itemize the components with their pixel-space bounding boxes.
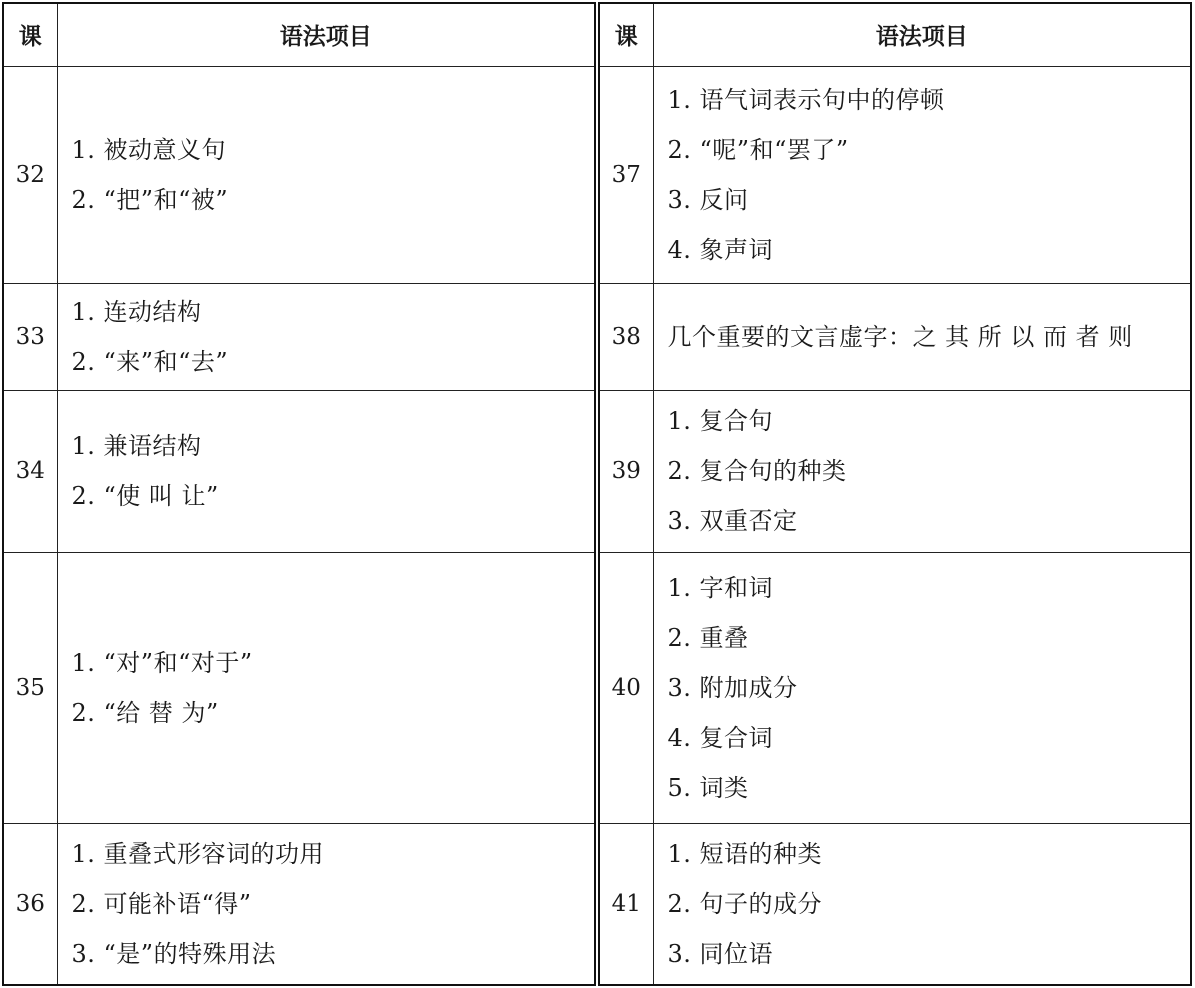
grammar-item: 4. 象声词 xyxy=(667,235,774,264)
grammar-item: 2. 可能补语“得” xyxy=(71,889,252,918)
grammar-item: 2. 重叠 xyxy=(667,623,749,652)
right-table xyxy=(598,2,1192,986)
table-row xyxy=(600,390,1190,552)
lesson-header: 课 xyxy=(4,4,57,66)
header-row xyxy=(4,4,594,66)
grammar-items xyxy=(653,552,1190,823)
grammar-items xyxy=(57,390,594,552)
lesson-number: 35 xyxy=(4,552,57,823)
table-row xyxy=(4,552,594,823)
grammar-item: 2. “把”和“被” xyxy=(71,185,229,214)
grammar-items xyxy=(57,283,594,390)
grammar-header: 语法项目 xyxy=(653,4,1190,66)
grammar-item: 2. “来”和“去” xyxy=(71,347,229,376)
table-row xyxy=(4,66,594,283)
grammar-items xyxy=(653,283,1190,390)
grammar-item: 3. “是”的特殊用法 xyxy=(71,939,277,968)
grammar-item: 几个重要的文言虚字：之 其 所 以 而 者 则 xyxy=(667,322,1133,351)
lesson-number: 37 xyxy=(600,66,653,283)
table-row xyxy=(600,823,1190,984)
header-row xyxy=(600,4,1190,66)
table-row xyxy=(600,552,1190,823)
lesson-number: 40 xyxy=(600,552,653,823)
grammar-item: 1. 被动意义句 xyxy=(71,135,227,164)
grammar-item: 5. 词类 xyxy=(667,773,749,802)
grammar-items xyxy=(653,66,1190,283)
grammar-item: 3. 双重否定 xyxy=(667,507,798,535)
grammar-item: 3. 反问 xyxy=(667,185,749,214)
grammar-item: 1. 语气词表示句中的停顿 xyxy=(667,85,945,114)
left-table xyxy=(2,2,596,986)
lesson-header: 课 xyxy=(600,4,653,66)
grammar-item: 1. 兼语结构 xyxy=(71,432,202,460)
lesson-number: 39 xyxy=(600,390,653,552)
table-row xyxy=(600,283,1190,390)
grammar-items xyxy=(57,823,594,984)
grammar-items xyxy=(57,66,594,283)
table-row xyxy=(4,283,594,390)
lesson-number: 33 xyxy=(4,283,57,390)
grammar-header: 语法项目 xyxy=(57,4,594,66)
grammar-item: 2. “使 叫 让” xyxy=(71,482,219,510)
grammar-items xyxy=(653,390,1190,552)
lesson-number: 34 xyxy=(4,390,57,552)
grammar-item: 3. 附加成分 xyxy=(667,673,798,702)
grammar-item: 1. “对”和“对于” xyxy=(71,648,253,677)
grammar-item: 2. “呢”和“罢了” xyxy=(667,135,849,164)
grammar-item: 1. 重叠式形容词的功用 xyxy=(71,839,325,868)
grammar-item: 2. 复合句的种类 xyxy=(667,457,847,485)
lesson-number: 36 xyxy=(4,823,57,984)
grammar-item: 1. 连动结构 xyxy=(71,297,202,326)
grammar-items xyxy=(57,552,594,823)
table-row xyxy=(4,390,594,552)
grammar-items xyxy=(653,823,1190,984)
grammar-item: 2. 句子的成分 xyxy=(667,889,823,918)
lesson-number: 32 xyxy=(4,66,57,283)
grammar-item: 3. 同位语 xyxy=(667,939,774,968)
table-row xyxy=(600,66,1190,283)
lesson-number: 38 xyxy=(600,283,653,390)
grammar-item: 2. “给 替 为” xyxy=(71,698,219,727)
grammar-item: 1. 字和词 xyxy=(667,573,774,602)
grammar-item: 1. 复合句 xyxy=(667,407,774,435)
lesson-number: 41 xyxy=(600,823,653,984)
table-row xyxy=(4,823,594,984)
grammar-item: 4. 复合词 xyxy=(667,723,774,752)
grammar-item: 1. 短语的种类 xyxy=(667,839,823,868)
